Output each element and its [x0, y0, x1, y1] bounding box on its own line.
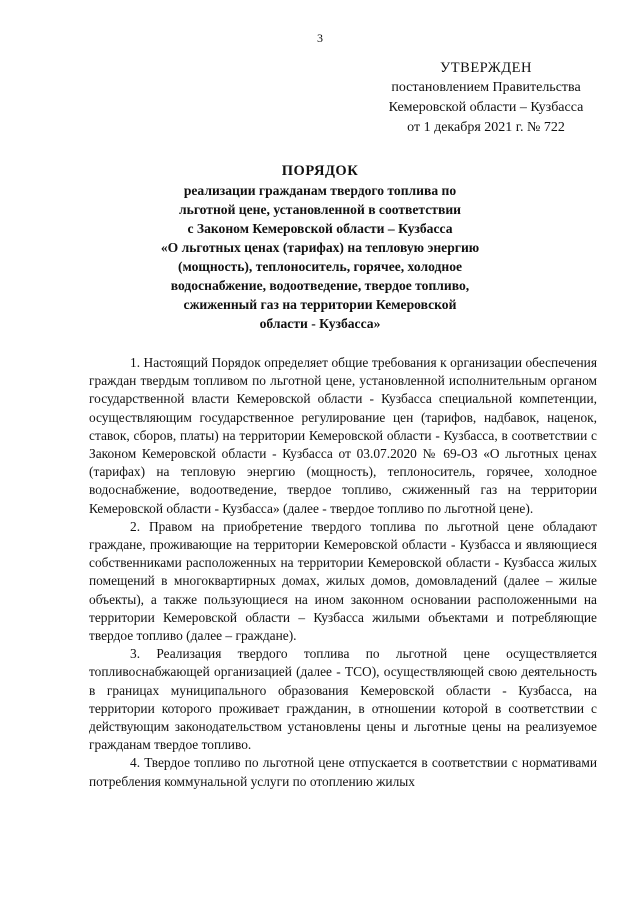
- document-title: [130, 162, 510, 333]
- title-line: «О льготных ценах (тарифах) на тепловую энергию: [160, 240, 480, 255]
- approval-line: Кемеровской области – Кузбасса: [388, 100, 584, 115]
- page-number: 3: [317, 31, 323, 45]
- title-line: с Законом Кемеровской области – Кузбасса: [187, 221, 453, 236]
- title-line: льготной цене, установленной в соответствии: [179, 202, 461, 217]
- paragraph-1: 1. Настоящий Порядок определяет общие требования к организации обеспечения граждан твердым топливом по льготной цене, установленной исполнительным органом государственной власти Кемеровской области - Кузбасса специальной компетенции, осуществляющим государственное регулирование цен (тарифов, надбавок, наценок, ставок, сборов, платы) на территории Кемеровской области - Кузбасса, в соответствии с Законом Кемеровской области - Кузбасса от 03.07.2020 № 69-ОЗ «О льготных ценах (тарифах) на тепловую энергию (мощность), теплоноситель, горячее, холодное водоснабжение, водоотведение, твердое топливо, сжиженный газ на территории Кемеровской области - Кузбасса» (далее - твердое топливо по льготной цене).: [89, 355, 597, 516]
- approval-line: постановлением Правительства: [391, 80, 581, 95]
- approval-stamp: [356, 58, 616, 138]
- approval-line: от 1 декабря 2021 г. № 722: [407, 120, 565, 135]
- title-line: водоснабжение, водоотведение, твердое топливо,: [170, 278, 470, 293]
- title-main: ПОРЯДОК: [281, 163, 359, 179]
- approval-heading: УТВЕРЖДЕН: [440, 60, 532, 76]
- paragraph-4: 4. Твердое топливо по льготной цене отпускается в соответствии с нормативами потребления коммунальной услуги по отоплению жилых: [89, 755, 597, 789]
- title-line: сжиженный газ на территории Кемеровской: [183, 297, 457, 312]
- paragraph-2: 2. Правом на приобретение твердого топлива по льготной цене обладают граждане, проживающие на территории Кемеровской области - Кузбасса и являющиеся собственниками расположенных на территории Кемеровской области - Кузбасса жилых помещений в многоквартирных домах, жилых домов, домовладений (далее – жилые объекты), а также пользующиеся на ином законном основании расположенными на территории Кемеровской области – Кузбасса жилыми объектами и потребляющие твердое топливо (далее – граждане).: [89, 518, 597, 644]
- title-line: реализации гражданам твердого топлива по: [183, 183, 457, 198]
- document-body: [89, 354, 597, 791]
- title-line: области - Кузбасса»: [259, 316, 381, 331]
- paragraph-3: 3. Реализация твердого топлива по льготной цене осуществляется топливоснабжающей организацией (далее - ТСО), осуществляющей свою деятельность в границах муниципального образования Кемеровской области - Кузбасса, на территории которого проживает гражданин, в отношении которой в соответствии с действующим законодательством установлены цены и льготные цены на реализуемое гражданам твердое топливо.: [89, 646, 597, 753]
- title-line: (мощность), теплоноситель, горячее, холодное: [177, 259, 463, 274]
